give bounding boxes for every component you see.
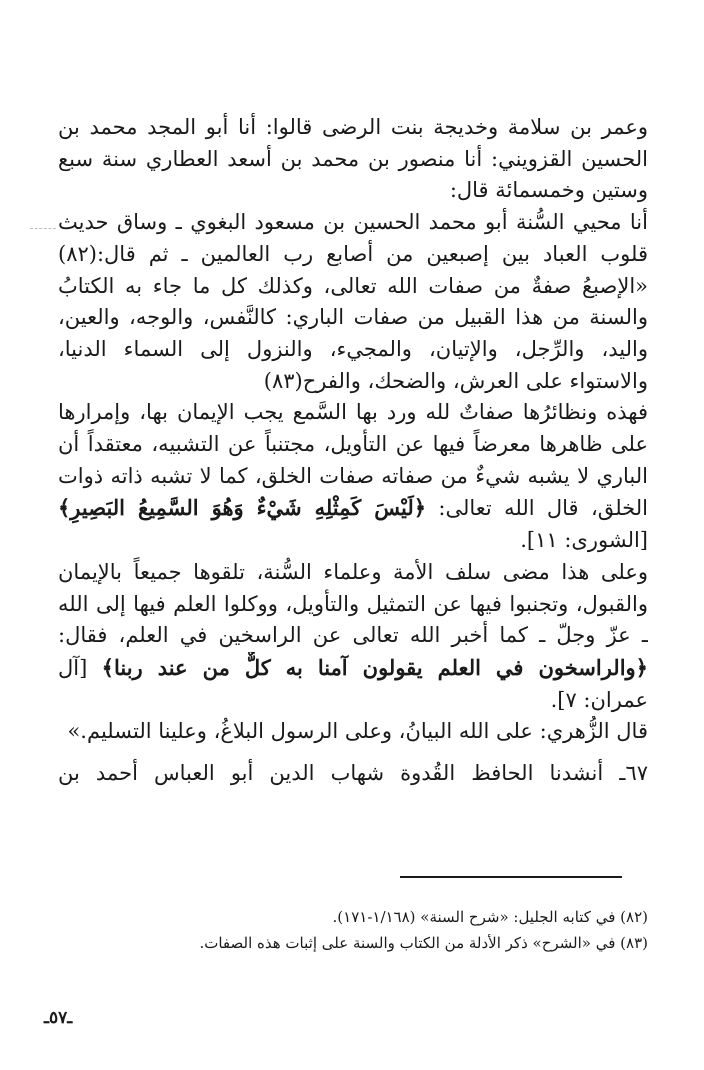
text-line: عمران: ٧].	[550, 687, 648, 712]
page-number: ـ٥٧ـ	[44, 1008, 73, 1028]
text-line: وعمر بن سلامة وخديجة بنت الرضى قالوا: أنا أبو المجد محمد بن	[58, 115, 648, 139]
text-segment: [آل	[58, 655, 88, 680]
text-segment: الخلق، قال الله تعالى:	[438, 496, 648, 521]
quran-verse: ﴿والراسخون في العلم يقولون آمنا به كلٌّ من عند ربنا﴾	[101, 654, 648, 680]
text-line	[58, 492, 648, 525]
footnote-separator	[400, 876, 622, 878]
text-line: واليد، والرِّجل، والإتيان، والمجيء، والنزول إلى السماء الدنيا،	[58, 336, 648, 361]
text-line: وستين وخمسمائة قال:	[449, 178, 648, 203]
text-line: والقبول، وتجنبوا فيها عن التمثيل والتأويل، ووكلوا العلم فيها إلى الله	[58, 591, 648, 616]
main-text	[58, 112, 648, 790]
quran-verse: ﴿لَيْسَ كَمِثْلِهِ شَيْءٌ وَهُوَ السَّمِيعُ البَصِيرِ﴾	[58, 495, 427, 521]
text-line: الباري لا يشبه شيءٌ من صفاته صفات الخلق، كما لا تشبه ذاته ذوات	[58, 463, 648, 488]
entry-heading-line: ٦٧ـ أنشدنا الحافظ القُدوة شهاب الدين أبو العباس أحمد بن	[58, 761, 648, 786]
text-line: وعلى هذا مضى سلف الأمة وعلماء السُّنة، تلقوها جميعاً بالإيمان	[58, 559, 648, 584]
text-line: «الإصبعُ صفةٌ من صفات الله تعالى، وكذلك كل ما جاء به الكتابُ	[58, 273, 648, 298]
margin-mark	[30, 228, 56, 229]
text-line: فهذه ونظائرُها صفاتٌ لله ورد بها السَّمع يجب الإيمان بها، وإمرارها	[58, 400, 648, 425]
footnote: (٨٣) في «الشرح» ذكر الأدلة من الكتاب والسنة على إثبات هذه الصفات.	[199, 934, 648, 952]
text-line: والسنة من هذا القبيل من صفات الباري: كالنَّفس، والوجه، والعين،	[58, 305, 648, 330]
text-line: أنا محيي السُّنة أبو محمد الحسين بن مسعود البغوي ـ وساق حديث	[58, 210, 648, 235]
footnotes	[150, 904, 648, 956]
text-line: قال الزُّهري: على الله البيانُ، وعلى الرسول البلاغُ، وعلينا التسليم.»	[67, 719, 648, 744]
text-line: [الشورى: ١١].	[520, 528, 648, 553]
text-line: قلوب العباد بين إصبعين من أصابع رب العالمين ـ ثم قال:(٨٢)	[58, 241, 648, 266]
text-line: الحسين القزويني: أنا منصور بن محمد بن أسعد العطاري سنة سبع	[58, 146, 648, 171]
text-line	[58, 652, 648, 685]
text-line: ـ عزّ وجلّ ـ كما أخبر الله تعالى عن الراسخين في العلم، فقال:	[58, 623, 648, 648]
text-line: والاستواء على العرش، والضحك، والفرح(٨٣)	[263, 368, 648, 393]
footnote: (٨٢) في كتابه الجليل: «شرح السنة» (١/١٦٨-١٧١).	[332, 908, 648, 926]
text-line: على ظاهرها معرضاً فيها عن التأويل، مجتنباً عن التشبيه، معتقداً أن	[58, 432, 648, 457]
